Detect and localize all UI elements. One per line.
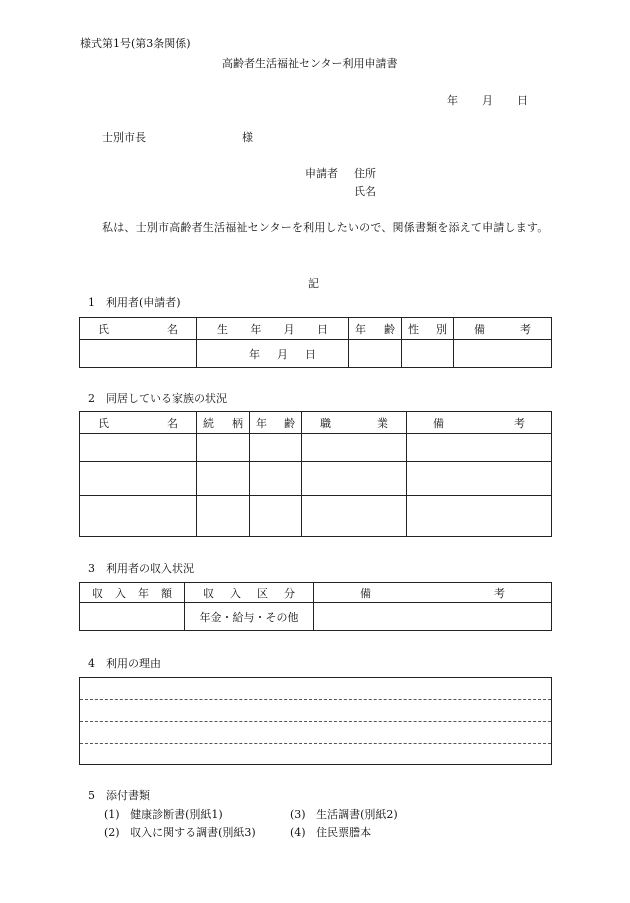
user-header-name: 氏 名 bbox=[80, 318, 197, 340]
attachment-item: (2) 収入に関する調書(別紙3) bbox=[104, 826, 256, 839]
family-relation-cell[interactable] bbox=[197, 496, 250, 537]
family-row bbox=[80, 496, 552, 537]
user-remarks-cell[interactable] bbox=[454, 340, 552, 368]
family-row bbox=[80, 462, 552, 496]
family-header-job: 職 業 bbox=[302, 412, 407, 434]
section-income-heading: 3 利用者の収入状況 bbox=[88, 562, 194, 575]
income-annual-cell[interactable] bbox=[80, 603, 185, 631]
family-age-cell[interactable] bbox=[250, 462, 302, 496]
section-reason-heading: 4 利用の理由 bbox=[88, 657, 161, 670]
family-name-cell[interactable] bbox=[80, 434, 197, 462]
income-header-row bbox=[80, 583, 552, 603]
section-user-heading: 1 利用者(申請者) bbox=[88, 296, 181, 309]
family-header-remarks: 備 考 bbox=[407, 412, 552, 434]
addressee-mayor: 士別市長 bbox=[102, 131, 146, 144]
family-age-cell[interactable] bbox=[250, 496, 302, 537]
family-header-name: 氏 名 bbox=[80, 412, 197, 434]
family-header-relation: 続 柄 bbox=[197, 412, 250, 434]
user-header-birth: 生 年 月 日 bbox=[197, 318, 349, 340]
applicant-name-label: 氏名 bbox=[354, 185, 376, 198]
section-attachments-heading: 5 添付書類 bbox=[88, 789, 150, 802]
user-header-sex: 性 別 bbox=[402, 318, 454, 340]
user-age-cell[interactable] bbox=[349, 340, 402, 368]
attachment-item: (1) 健康診断書(別紙1) bbox=[104, 808, 223, 821]
family-job-cell[interactable] bbox=[302, 434, 407, 462]
income-table bbox=[79, 582, 552, 631]
user-data-row bbox=[80, 340, 552, 368]
section-family-heading: 2 同居している家族の状況 bbox=[88, 392, 227, 405]
reason-line bbox=[80, 721, 551, 722]
income-remarks-cell[interactable] bbox=[314, 603, 552, 631]
date-year-label: 年 bbox=[447, 94, 458, 107]
addressee-honorific: 様 bbox=[242, 131, 253, 144]
user-sex-cell[interactable] bbox=[402, 340, 454, 368]
applicant-address-label: 住所 bbox=[354, 167, 376, 180]
ki-label: 記 bbox=[308, 277, 319, 290]
income-category-cell[interactable]: 年金・給与・その他 bbox=[185, 603, 314, 631]
body-text: 私は、士別市高齢者生活福祉センターを利用したいので、関係書類を添えて申請します。 bbox=[102, 221, 549, 234]
family-job-cell[interactable] bbox=[302, 496, 407, 537]
document-title: 高齢者生活福祉センター利用申請書 bbox=[222, 57, 398, 70]
user-name-cell[interactable] bbox=[80, 340, 197, 368]
reason-box[interactable] bbox=[79, 677, 552, 765]
income-data-row bbox=[80, 603, 552, 631]
family-header-age: 年 齢 bbox=[250, 412, 302, 434]
user-header-remarks: 備 考 bbox=[454, 318, 552, 340]
attachment-item: (3) 生活調書(別紙2) bbox=[290, 808, 398, 821]
family-header-row bbox=[80, 412, 552, 434]
date-line bbox=[447, 92, 528, 108]
user-header-age: 年 齢 bbox=[349, 318, 402, 340]
user-table bbox=[79, 317, 552, 368]
date-month-label: 月 bbox=[482, 94, 493, 107]
family-remarks-cell[interactable] bbox=[407, 496, 552, 537]
date-day-label: 日 bbox=[517, 94, 528, 107]
applicant-label: 申請者 bbox=[305, 167, 338, 180]
family-remarks-cell[interactable] bbox=[407, 434, 552, 462]
user-birth-cell[interactable]: 年 月 日 bbox=[197, 340, 349, 368]
family-name-cell[interactable] bbox=[80, 496, 197, 537]
reason-line bbox=[80, 699, 551, 700]
income-header-remarks: 備 考 bbox=[314, 583, 552, 603]
user-header-row bbox=[80, 318, 552, 340]
attachment-item: (4) 住民票謄本 bbox=[290, 826, 372, 839]
family-relation-cell[interactable] bbox=[197, 434, 250, 462]
family-name-cell[interactable] bbox=[80, 462, 197, 496]
family-table bbox=[79, 411, 552, 537]
income-header-category: 収 入 区 分 bbox=[185, 583, 314, 603]
family-remarks-cell[interactable] bbox=[407, 462, 552, 496]
income-header-annual: 収 入 年 額 bbox=[80, 583, 185, 603]
reason-line bbox=[80, 743, 551, 744]
family-age-cell[interactable] bbox=[250, 434, 302, 462]
family-job-cell[interactable] bbox=[302, 462, 407, 496]
family-row bbox=[80, 434, 552, 462]
form-number: 様式第1号(第3条関係) bbox=[80, 37, 191, 50]
family-relation-cell[interactable] bbox=[197, 462, 250, 496]
